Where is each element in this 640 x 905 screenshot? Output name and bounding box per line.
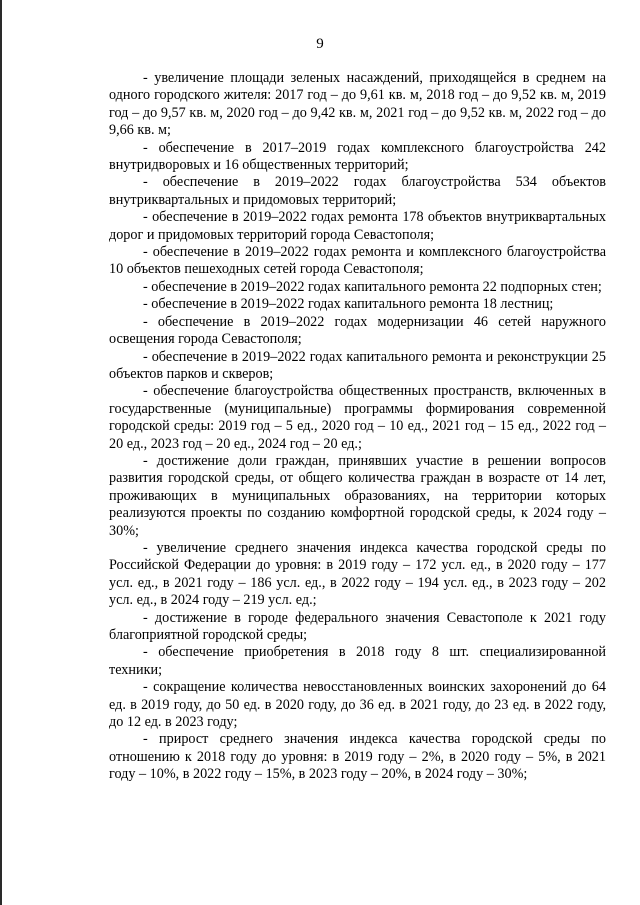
list-item: - обеспечение в 2019–2022 годах капитального ремонта 18 лестниц; [143,296,554,313]
list-item: - прирост среднего значения индекса качества городской среды по отношению к 2018 году до уровня: в 2019 году – 2%, в 2020 году – 5%, в 2021 году – 10%, в 2022 году – 15%, в 2023 году – 20%, в 2024 году – 30%; [109,731,606,783]
list-item: - сокращение количества невосстановленных воинских захоронений до 64 ед. в 2019 году, до 50 ед. в 2020 году, до 36 ед. в 2021 году, до 23 ед. в 2022 году, до 12 ед. в 2023 году; [109,679,606,731]
list-item: - увеличение среднего значения индекса качества городской среды по Российской Федерации до уровня: в 2019 году – 172 усл. ед., в 2020 году – 177 усл. ед., в 2021 году – 186 усл. ед., в 2022 году – 194 усл. ед., в 2023 году – 202 усл. ед., в 2024 году – 219 усл. ед.; [109,539,606,609]
list-item: - обеспечение в 2019–2022 годах капитального ремонта 22 подпорных стен; [143,278,602,295]
list-item: - достижение в городе федерального значения Севастополе к 2021 году благоприятной городской среды; [109,609,606,643]
list-item: - обеспечение в 2019–2022 годах ремонта 178 объектов внутриквартальных дорог и придомовых территорий города Севастополя; [109,209,606,243]
list-item: - обеспечение в 2017–2019 годах комплексного благоустройства 242 внутридворовых и 16 общественных территорий; [109,139,606,174]
list-item: - обеспечение приобретения в 2018 году 8 шт. специализированной техники; [109,644,606,678]
document-body [109,70,606,784]
list-item: - обеспечение в 2019–2022 годах капитального ремонта и реконструкции 25 объектов парков и скверов; [109,348,606,382]
list-item: - обеспечение благоустройства общественных пространств, включенных в государственные (муниципальные) программы формирования современной городской среды: 2019 год – 5 ед., 2020 год – 10 ед., 2021 год – 15 ед., 2022 год – 20 ед., 2023 год – 20 ед., 2024 год – 20 ед.; [109,383,606,452]
list-item: - увеличение площади зеленых насаждений, приходящейся в среднем на одного городского жителя: 2017 год – до 9,61 кв. м, 2018 год – до 9,52 кв. м, 2019 год – до 9,57 кв. м, 2020 год – до 9,42 кв. м, 2021 год – до 9,52 кв. м, 2022 год – до 9,66 кв. м; [109,70,606,139]
scan-edge [0,0,2,905]
page-number: 9 [316,36,324,52]
list-item: - обеспечение в 2019–2022 годах благоустройства 534 объектов внутриквартальных и придомовых территорий; [109,174,606,208]
list-item: - обеспечение в 2019–2022 годах модернизации 46 сетей наружного освещения города Севастополя; [109,313,606,348]
list-item: - достижение доли граждан, принявших участие в решении вопросов развития городской среды, от общего количества граждан в возрасте от 14 лет, проживающих в муниципальных образованиях, на территории которых реализуются проекты по созданию комфортной городской среды, к 2024 году – 30%; [109,452,606,539]
list-item: - обеспечение в 2019–2022 годах ремонта и комплексного благоустройства 10 объектов пешеходных сетей города Севастополя; [109,244,606,278]
